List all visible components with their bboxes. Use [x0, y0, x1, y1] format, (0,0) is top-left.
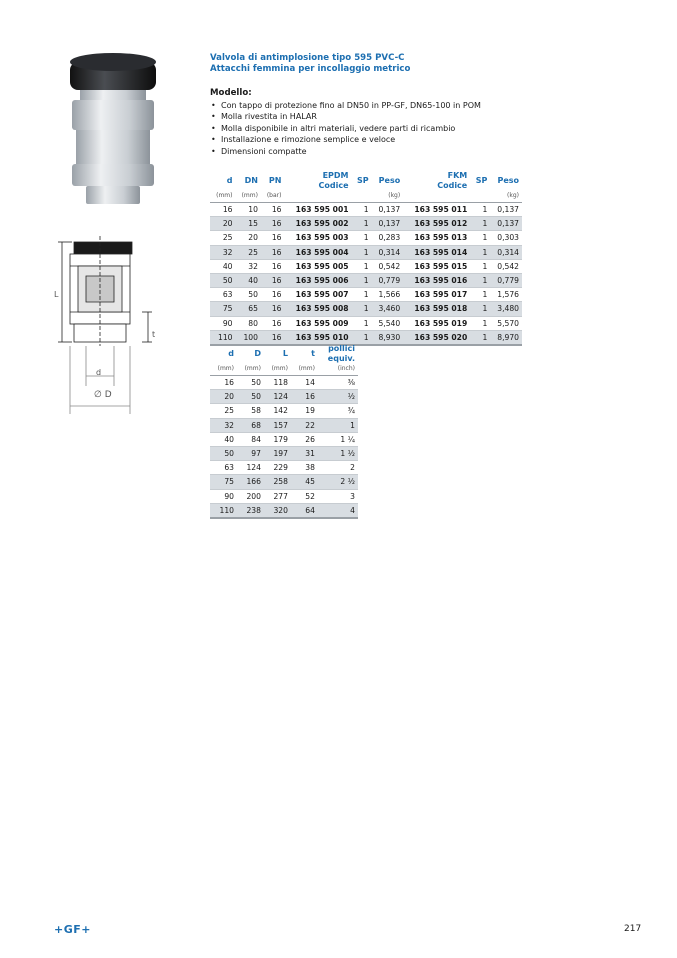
- table-cell: 40: [210, 259, 235, 273]
- table-cell: 1: [470, 245, 490, 259]
- feature-item: • Dimensioni compatte: [210, 146, 481, 157]
- dim-label-t: t: [152, 330, 156, 339]
- table-cell: 84: [237, 432, 264, 446]
- unit-cell: (kg): [372, 191, 404, 203]
- table-cell: 19: [291, 404, 318, 418]
- table-cell: 10: [235, 203, 260, 217]
- table-cell: 32: [210, 418, 237, 432]
- table-cell: 5,570: [490, 316, 522, 330]
- feature-list: [210, 100, 481, 157]
- col-header-sp: SP: [356, 176, 369, 185]
- table-cell: 16: [210, 203, 235, 217]
- table-cell: 4: [318, 503, 358, 518]
- table-cell: 50: [237, 376, 264, 390]
- table-cell: 163 595 013: [403, 231, 470, 245]
- table-cell: 3,480: [490, 302, 522, 316]
- feature-item: • Installazione e rimozione semplice e veloce: [210, 134, 481, 145]
- table-cell: 22: [291, 418, 318, 432]
- table-cell: 32: [210, 245, 235, 259]
- table-cell: 1: [352, 217, 372, 231]
- table-cell: 163 595 018: [403, 302, 470, 316]
- table-cell: 163 595 011: [403, 203, 470, 217]
- table-cell: 16: [261, 316, 285, 330]
- table-cell: 320: [264, 503, 291, 518]
- table-cell: 1: [352, 330, 372, 345]
- title-line-2: Attacchi femmina per incollaggio metrico: [210, 64, 411, 74]
- table-cell: 2 ½: [318, 475, 358, 489]
- table-cell: 1: [470, 203, 490, 217]
- table-cell: 25: [210, 404, 237, 418]
- table-cell: 1: [470, 259, 490, 273]
- table-cell: 163 595 017: [403, 288, 470, 302]
- unit-cell: [284, 191, 351, 203]
- table-cell: 258: [264, 475, 291, 489]
- page-number: 217: [624, 924, 642, 934]
- table-cell: 179: [264, 432, 291, 446]
- table-cell: 1: [352, 288, 372, 302]
- table-cell: 1: [470, 288, 490, 302]
- valve-photo: [62, 46, 164, 216]
- table-row: [210, 390, 358, 404]
- col-header-peso: Peso: [497, 176, 519, 185]
- table-cell: 14: [291, 376, 318, 390]
- col-header-pollici: pollici equiv.: [327, 344, 355, 363]
- col-header-peso: Peso: [378, 176, 401, 185]
- table-cell: 1: [352, 231, 372, 245]
- table-cell: 1: [470, 302, 490, 316]
- table-cell: 64: [291, 503, 318, 518]
- table-cell: 0,542: [372, 259, 404, 273]
- table-cell: 2: [318, 461, 358, 475]
- table-cell: 163 595 006: [284, 273, 351, 287]
- table-cell: 238: [237, 503, 264, 518]
- table-row: [210, 259, 522, 273]
- col-header-pn: PN: [268, 176, 282, 185]
- table-cell: 1 ¼: [318, 432, 358, 446]
- col-header-L: L: [282, 349, 288, 358]
- table-cell: 80: [235, 316, 260, 330]
- unit-cell: [470, 191, 490, 203]
- table-cell: 3: [318, 489, 358, 503]
- table-cell: 16: [261, 245, 285, 259]
- table-cell: 68: [237, 418, 264, 432]
- table-row: [210, 217, 522, 231]
- table-row: [210, 245, 522, 259]
- table-cell: 163 595 007: [284, 288, 351, 302]
- table-cell: 45: [291, 475, 318, 489]
- table-cell: 90: [210, 489, 237, 503]
- table-row: [210, 503, 358, 518]
- table-cell: 163 595 008: [284, 302, 351, 316]
- table-cell: 1: [470, 231, 490, 245]
- table-cell: 58: [237, 404, 264, 418]
- table-cell: ⅜: [318, 376, 358, 390]
- table-cell: 50: [210, 273, 235, 287]
- table-cell: 0,779: [372, 273, 404, 287]
- table-cell: 65: [235, 302, 260, 316]
- table-cell: 15: [235, 217, 260, 231]
- table-cell: 75: [210, 302, 235, 316]
- table-cell: 75: [210, 475, 237, 489]
- table-cell: 166: [237, 475, 264, 489]
- unit-cell: (kg): [490, 191, 522, 203]
- table-cell: 97: [237, 446, 264, 460]
- table-cell: 31: [291, 446, 318, 460]
- dim-label-D: ∅ D: [94, 390, 112, 400]
- table-cell: 16: [261, 273, 285, 287]
- table-cell: 110: [210, 503, 237, 518]
- table-cell: 0,314: [372, 245, 404, 259]
- table-cell: 20: [210, 390, 237, 404]
- table-cell: 0,137: [372, 203, 404, 217]
- table-cell: 118: [264, 376, 291, 390]
- table-row: [210, 475, 358, 489]
- table-cell: 1: [352, 273, 372, 287]
- table-cell: 3,460: [372, 302, 404, 316]
- table-cell: 110: [210, 330, 235, 345]
- table-cell: 157: [264, 418, 291, 432]
- table-cell: 0,303: [490, 231, 522, 245]
- table-cell: 163 595 014: [403, 245, 470, 259]
- table-cell: 1,576: [490, 288, 522, 302]
- feature-item: • Molla rivestita in HALAR: [210, 111, 481, 122]
- table-cell: 16: [261, 231, 285, 245]
- table-cell: 16: [210, 376, 237, 390]
- table-cell: 1: [470, 217, 490, 231]
- table-cell: 26: [291, 432, 318, 446]
- table-row: [210, 330, 522, 345]
- table-cell: 1: [470, 330, 490, 345]
- table-cell: 0,137: [372, 217, 404, 231]
- col-header-d: d: [228, 349, 234, 358]
- table-cell: 1: [352, 259, 372, 273]
- table-cell: 50: [210, 446, 237, 460]
- table-cell: 163 595 016: [403, 273, 470, 287]
- table-cell: 1: [352, 203, 372, 217]
- dim-label-L: L: [54, 290, 59, 299]
- table-cell: 40: [235, 273, 260, 287]
- table-cell: 63: [210, 288, 235, 302]
- table-cell: ½: [318, 390, 358, 404]
- table-cell: 50: [237, 390, 264, 404]
- table-cell: 197: [264, 446, 291, 460]
- gf-logo: +GF+: [54, 923, 91, 936]
- unit-cell: (mm): [235, 191, 260, 203]
- table-cell: 16: [261, 330, 285, 345]
- unit-cell: (mm): [291, 364, 318, 376]
- table-row: [210, 302, 522, 316]
- table-cell: 16: [261, 302, 285, 316]
- feature-item: • Con tappo di protezione fino al DN50 in PP-GF, DN65-100 in POM: [210, 100, 481, 111]
- table-row: [210, 446, 358, 460]
- table-cell: 50: [235, 288, 260, 302]
- col-header-D: D: [254, 349, 261, 358]
- unit-cell: (bar): [261, 191, 285, 203]
- table-cell: 90: [210, 316, 235, 330]
- unit-cell: (mm): [264, 364, 291, 376]
- table-cell: 124: [237, 461, 264, 475]
- table-cell: 8,930: [372, 330, 404, 345]
- table-cell: 25: [210, 231, 235, 245]
- table-row: [210, 404, 358, 418]
- table-row: [210, 203, 522, 217]
- col-header-t: t: [311, 349, 315, 358]
- table-cell: 163 595 005: [284, 259, 351, 273]
- table-row: [210, 461, 358, 475]
- unit-cell: (mm): [210, 191, 235, 203]
- table-cell: 0,137: [490, 217, 522, 231]
- table-row: [210, 489, 358, 503]
- col-header-fkm: FKM Codice: [437, 171, 468, 190]
- unit-cell: (mm): [210, 364, 237, 376]
- unit-cell: [352, 191, 372, 203]
- model-heading: Modello:: [210, 88, 252, 98]
- table-cell: 8,970: [490, 330, 522, 345]
- table-row: [210, 231, 522, 245]
- table-cell: 163 595 009: [284, 316, 351, 330]
- table-cell: 124: [264, 390, 291, 404]
- dim-label-d: d: [96, 368, 102, 377]
- table-row: [210, 316, 522, 330]
- table-cell: 1: [352, 302, 372, 316]
- table-row: [210, 288, 522, 302]
- table-cell: 200: [237, 489, 264, 503]
- col-header-dn: DN: [244, 176, 258, 185]
- table-cell: 52: [291, 489, 318, 503]
- table-cell: 1 ½: [318, 446, 358, 460]
- table-cell: 16: [291, 390, 318, 404]
- table-cell: 163 595 004: [284, 245, 351, 259]
- table-cell: 163 595 003: [284, 231, 351, 245]
- col-header-d: d: [226, 176, 233, 185]
- table-cell: 63: [210, 461, 237, 475]
- table-row: [210, 273, 522, 287]
- table-cell: 5,540: [372, 316, 404, 330]
- table-cell: 0,283: [372, 231, 404, 245]
- table-cell: 163 595 010: [284, 330, 351, 345]
- table-cell: 16: [261, 203, 285, 217]
- table-cell: 163 595 015: [403, 259, 470, 273]
- dimension-table: [210, 344, 358, 519]
- table-cell: 163 595 020: [403, 330, 470, 345]
- table-cell: 1: [470, 273, 490, 287]
- unit-cell: [403, 191, 470, 203]
- table-cell: 25: [235, 245, 260, 259]
- col-header-epdm: EPDM Codice: [318, 171, 349, 190]
- table-cell: 163 595 012: [403, 217, 470, 231]
- table-cell: 229: [264, 461, 291, 475]
- table-cell: 1: [352, 245, 372, 259]
- table-cell: 16: [261, 259, 285, 273]
- table-cell: 1: [318, 418, 358, 432]
- valve-section-drawing: [52, 236, 164, 416]
- table-cell: 20: [210, 217, 235, 231]
- table-cell: 20: [235, 231, 260, 245]
- product-title: [210, 53, 410, 75]
- table-cell: 16: [261, 217, 285, 231]
- col-header-sp: SP: [475, 176, 488, 185]
- table-cell: 0,137: [490, 203, 522, 217]
- table-cell: 1: [470, 316, 490, 330]
- table-cell: 163 595 001: [284, 203, 351, 217]
- table-cell: 40: [210, 432, 237, 446]
- table-row: [210, 376, 358, 390]
- table-cell: 16: [261, 288, 285, 302]
- table-row: [210, 432, 358, 446]
- feature-item: • Molla disponibile in altri materiali, vedere parti di ricambio: [210, 123, 481, 134]
- code-table: [210, 171, 522, 346]
- table-cell: 163 595 019: [403, 316, 470, 330]
- table-cell: ¾: [318, 404, 358, 418]
- title-line-1: Valvola di antimplosione tipo 595 PVC-C: [210, 53, 405, 63]
- table-cell: 38: [291, 461, 318, 475]
- table-row: [210, 418, 358, 432]
- table-cell: 32: [235, 259, 260, 273]
- table-cell: 163 595 002: [284, 217, 351, 231]
- unit-cell: (mm): [237, 364, 264, 376]
- table-cell: 100: [235, 330, 260, 345]
- table-cell: 1,566: [372, 288, 404, 302]
- table-cell: 1: [352, 316, 372, 330]
- table-cell: 142: [264, 404, 291, 418]
- table-cell: 0,542: [490, 259, 522, 273]
- table-cell: 0,314: [490, 245, 522, 259]
- table-cell: 0,779: [490, 273, 522, 287]
- table-cell: 277: [264, 489, 291, 503]
- unit-cell: (inch): [318, 364, 358, 376]
